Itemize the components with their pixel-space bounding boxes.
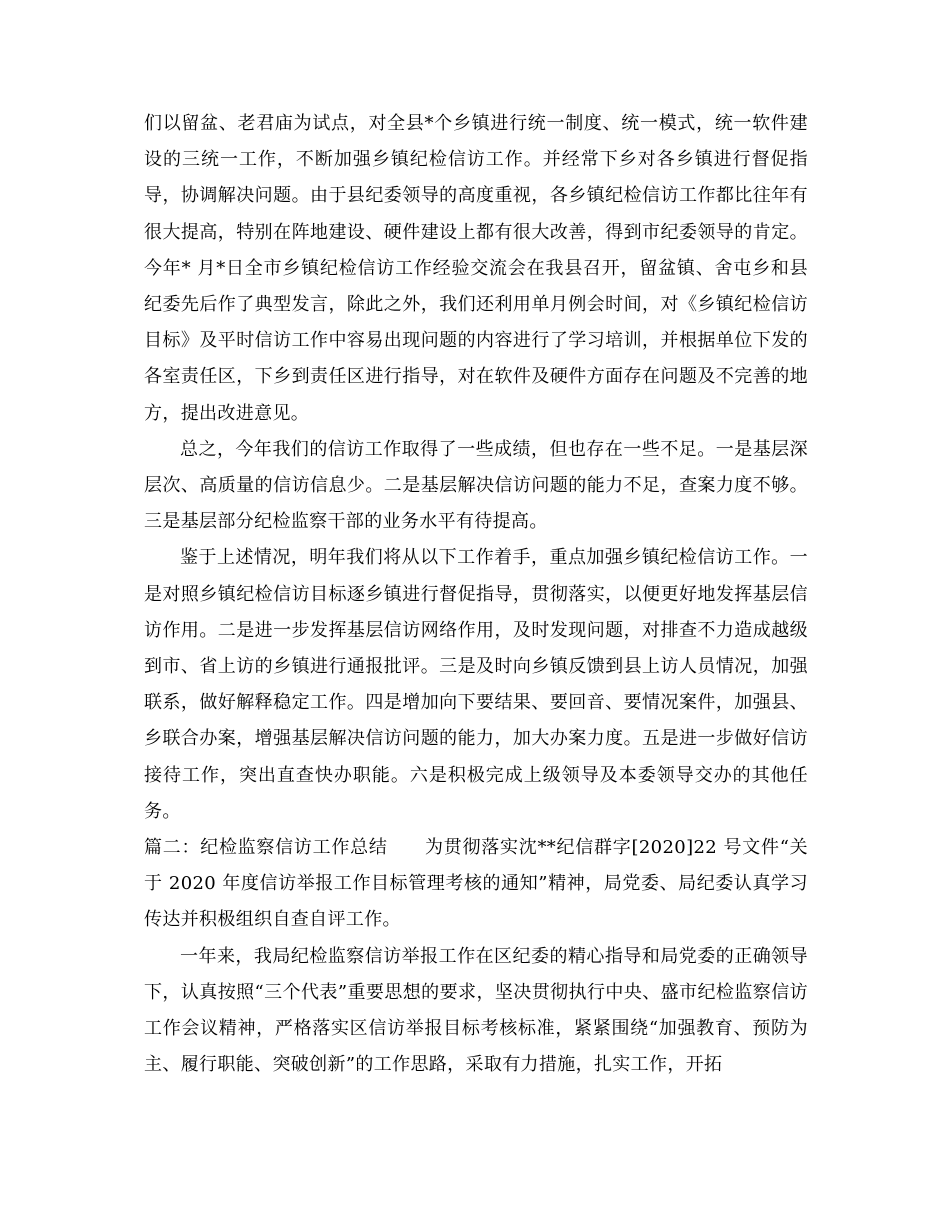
text-line: 于 2020 年度信访举报工作目标管理考核的通知”精神，局党委、局纪委认真学习 — [144, 873, 808, 895]
text-line: 鉴于上述情况，明年我们将从以下工作着手，重点加强乡镇纪检信访工作。 — [180, 547, 790, 569]
text-line: 位下发的各室责任区，下乡到责任区进行指导，对在软件及硬件方面存在问题及 — [144, 330, 808, 388]
text-line: 察信访工作会议精神，严格落实区信访举报目标考核标准，紧紧围绕“加强教育、 — [144, 981, 808, 1040]
text-line: 不完善的地方，提出改进意见。 — [144, 366, 808, 424]
text-line: 成越级到市、省上访的乡镇进行通报批评。三是及时向乡镇反馈到县上访人员情 — [144, 619, 808, 678]
text-line: 设的三统一工作，不断加强乡镇纪检信访工作。并经常下乡对各乡镇进行督促指 — [144, 149, 808, 171]
text-line: 检信访目标》及平时信访工作中容易出现问题的内容进行了学习培训，并根据单 — [144, 294, 808, 352]
text-line: 一年来，我局纪检监察信访举报工作在区纪委的精心指导和局党委的正确领 — [180, 945, 790, 967]
paragraph — [144, 540, 808, 830]
paragraph — [144, 830, 808, 939]
text-line: 导下，认真按照“三个代表”重要思想的要求，坚决贯彻执行中央、盛市纪检监 — [144, 945, 808, 1003]
document-body — [144, 106, 808, 1083]
text-line: 层信访作用。二是进一步发挥基层信访网络作用，及时发现问题，对排查不力造 — [144, 583, 809, 641]
text-line: 一是对照乡镇纪检信访目标逐乡镇进行督促指导，贯彻落实，以便更好地发挥基 — [144, 547, 808, 605]
text-line: 定。今年* 月*日全市乡镇纪检信访工作经验交流会在我县召开，留盆镇、舍屯乡 — [144, 221, 809, 279]
paragraph — [144, 106, 808, 432]
text-line: 步做好信访接待工作，突出直查快办职能。六是积极完成上级领导及本委领导交 — [144, 728, 808, 786]
paragraph — [144, 939, 808, 1084]
text-line: 预防为主、履行职能、突破创新”的工作思路，采取有力措施，扎实工作，开拓 — [144, 1018, 808, 1076]
text-line: 导，协调解决问题。由于县纪委领导的高度重视，各乡镇纪检信访工作都比往年 — [144, 185, 790, 207]
text-line: 和县纪委先后作了典型发言，除此之外，我们还利用单月例会时间，对《乡镇纪 — [144, 257, 808, 316]
text-line: 篇二：纪检监察信访工作总结 为贯彻落实沈**纪信群字[2020]22 号文件“关 — [144, 837, 808, 859]
paragraph — [144, 432, 808, 541]
text-line: 深层次、高质量的信访信息少。二是基层解决信访问题的能力不足，查案力度不 — [144, 438, 808, 497]
text-line: 加强县、乡联合办案，增强基层解决信访问题的能力，加大办案力度。五是进一 — [144, 692, 808, 750]
text-line: 办的其他任务。 — [144, 764, 808, 822]
text-line: 们以留盆、老君庙为试点，对全县*个乡镇进行统一制度、统一模式，统一软件建 — [144, 113, 808, 134]
text-line: 有很大提高，特别在阵地建设、硬件建设上都有很大改善，得到市纪委领导的肯 — [144, 185, 808, 243]
text-line: 总之，今年我们的信访工作取得了一些成绩，但也存在一些不足。一是基层 — [180, 438, 790, 460]
text-line: 传达并积极组织自查自评工作。 — [144, 909, 401, 931]
text-line: 况，加强联系，做好解释稳定工作。四是增加向下要结果、要回音、要情况案件， — [144, 656, 808, 714]
text-line: 够。三是基层部分纪检监察干部的业务水平有待提高。 — [144, 475, 809, 533]
